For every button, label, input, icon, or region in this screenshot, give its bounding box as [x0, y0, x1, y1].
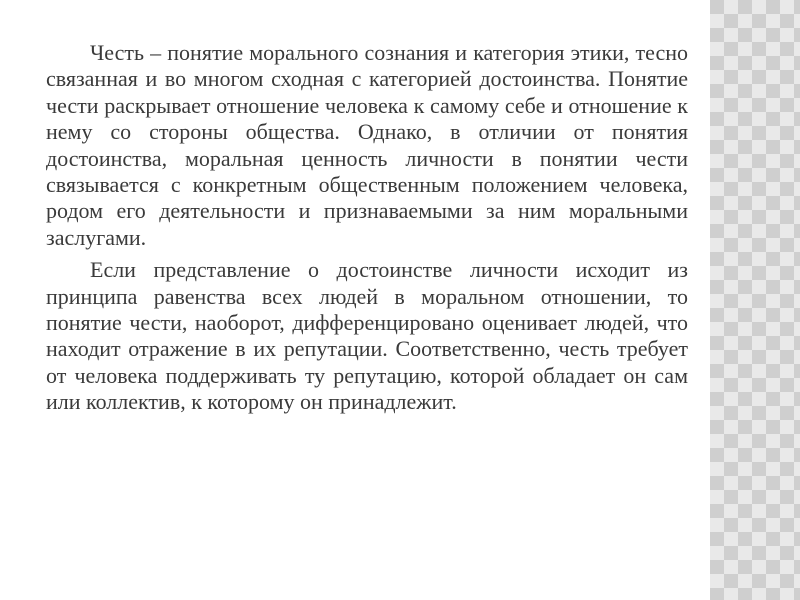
paragraph-honor-reputation: Если представление о достоинстве личности исходит из принципа равенства всех людей в моральном отношении, то понятие чести, наоборот, дифференцировано оценивает людей, что находит отражение в их репутации. Соответственно, честь требует от человека поддерживать ту репутацию, которой обладает он сам или коллектив, к которому он принадлежит.: [46, 257, 688, 415]
decorative-side-band: [710, 0, 800, 600]
slide-body-text: [46, 40, 688, 422]
paragraph-honor-definition: Честь – понятие морального сознания и категория этики, тесно связанная и во многом сходная с категорией достоинства. Понятие чести раскрывает отношение человека к самому себе и отношение к нему со стороны общества. Однако, в отличии от понятия достоинства, моральная ценность личности в понятии чести связывается с конкретным общественным положением человека, родом его деятельности и признаваемыми за ним моральными заслугами.: [46, 40, 688, 250]
